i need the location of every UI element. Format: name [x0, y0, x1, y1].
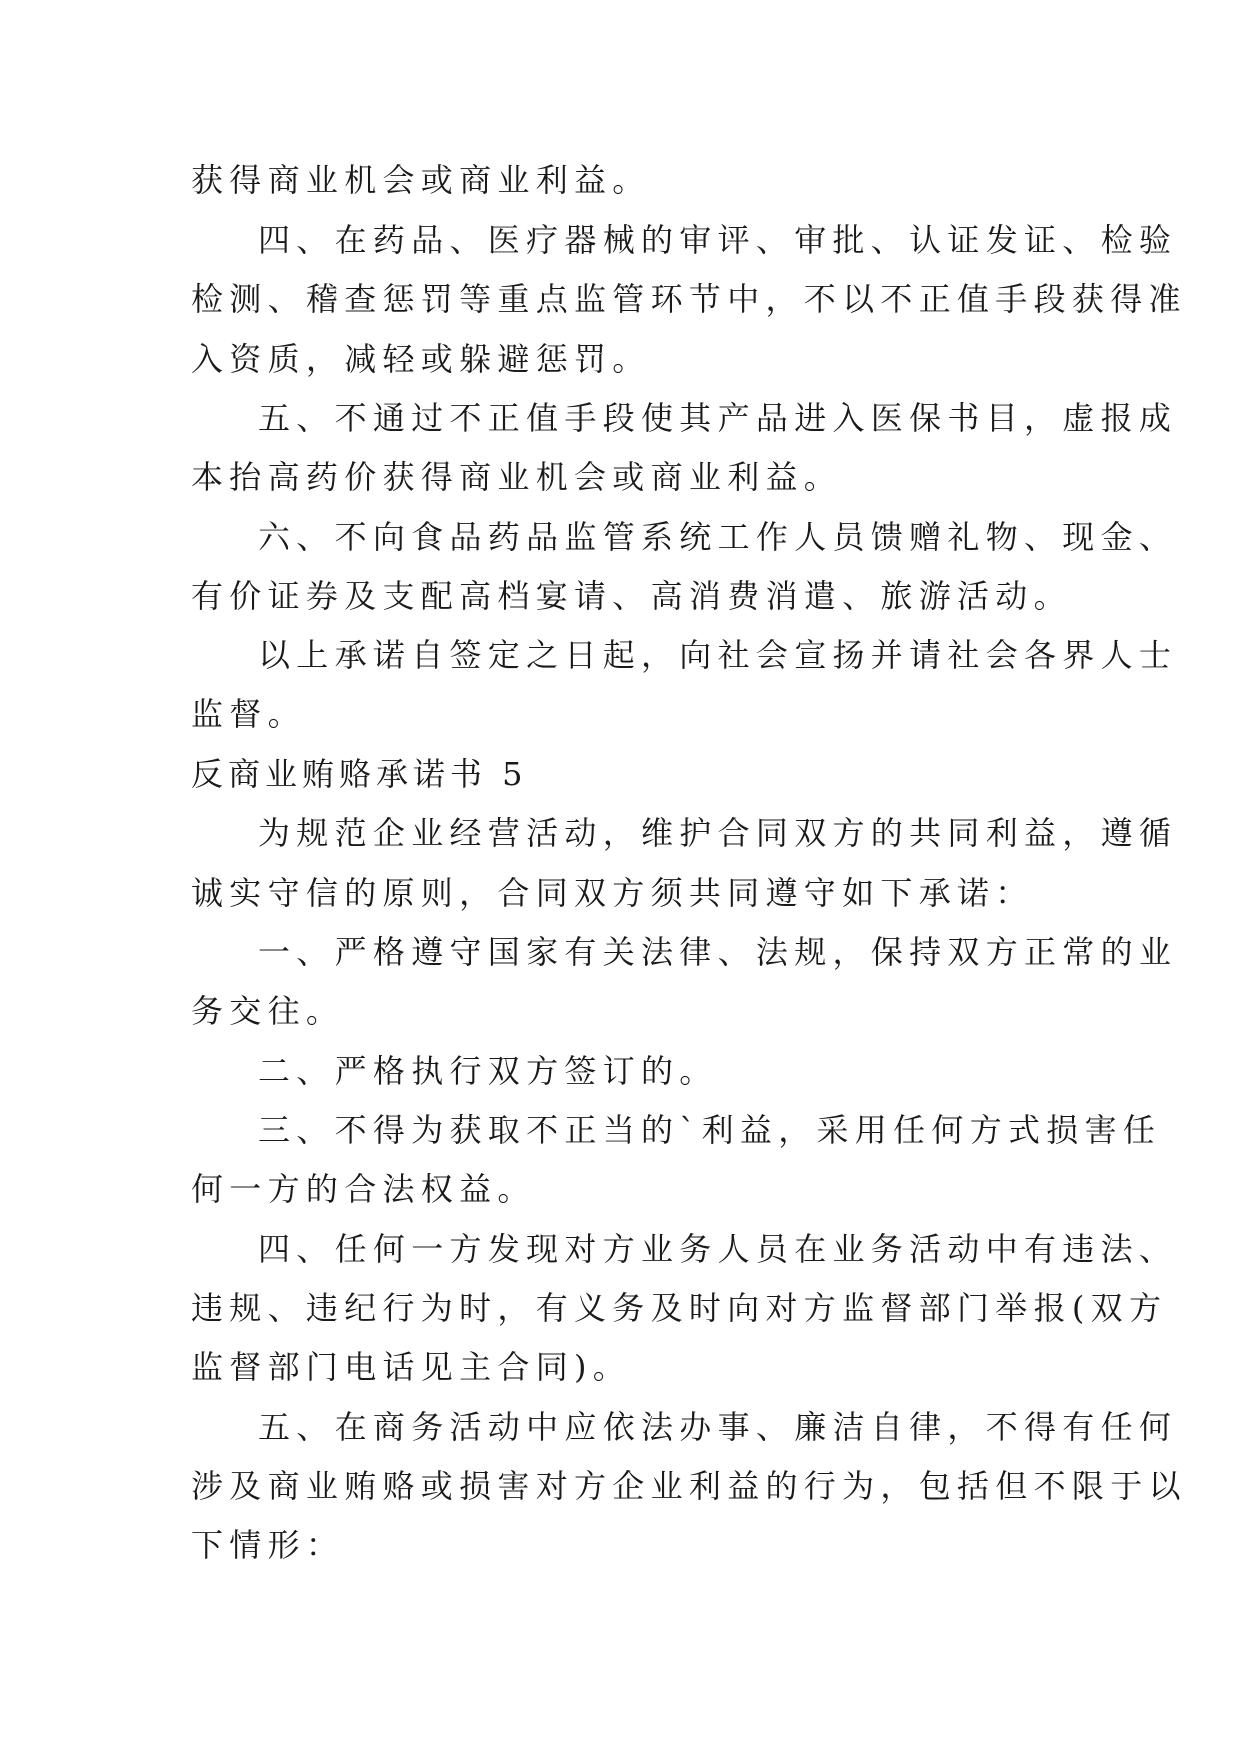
section-heading: 反商业贿赂承诺书 5 [191, 755, 528, 793]
text-line: 何一方的合法权益。 [191, 1170, 536, 1208]
text-line: 入资质，减轻或躲避惩罚。 [191, 340, 651, 378]
text-line: 六、不向食品药品监管系统工作人员馈赠礼物、现金、 [258, 518, 1178, 556]
text-line: 获得商业机会或商业利益。 [191, 161, 651, 199]
text-line: 务交往。 [191, 992, 345, 1030]
text-line: 检测、稽查惩罚等重点监管环节中，不以不正值手段获得准 [191, 280, 1187, 318]
text-line: 监督。 [191, 695, 306, 733]
text-line: 一、严格遵守国家有关法律、法规，保持双方正常的业 [258, 933, 1178, 971]
text-line: 下情形： [191, 1526, 345, 1564]
text-line: 本抬高药价获得商业机会或商业利益。 [191, 458, 843, 496]
text-line: 四、在药品、医疗器械的审评、审批、认证发证、检验 [258, 221, 1178, 259]
text-line: 五、在商务活动中应依法办事、廉洁自律，不得有任何 [258, 1408, 1178, 1446]
text-line: 三、不得为获取不正当的`利益，采用任何方式损害任 [258, 1111, 1162, 1149]
text-line: 诚实守信的原则，合同双方须共同遵守如下承诺： [191, 874, 1034, 912]
text-line: 五、不通过不正值手段使其产品进入医保书目，虚报成 [258, 399, 1178, 437]
text-line: 以上承诺自签定之日起，向社会宣扬并请社会各界人士 [258, 636, 1178, 674]
text-line: 有价证券及支配高档宴请、高消费消遣、旅游活动。 [191, 577, 1072, 615]
text-line: 监督部门电话见主合同)。 [191, 1348, 632, 1386]
text-line: 二、严格执行双方签订的。 [258, 1052, 718, 1090]
text-line: 违规、违纪行为时，有义务及时向对方监督部门举报(双方 [191, 1289, 1168, 1327]
text-line: 四、任何一方发现对方业务人员在业务活动中有违法、 [258, 1230, 1178, 1268]
text-line: 为规范企业经营活动，维护合同双方的共同利益，遵循 [258, 814, 1178, 852]
text-line: 涉及商业贿赂或损害对方企业利益的行为，包括但不限于以 [191, 1467, 1187, 1505]
